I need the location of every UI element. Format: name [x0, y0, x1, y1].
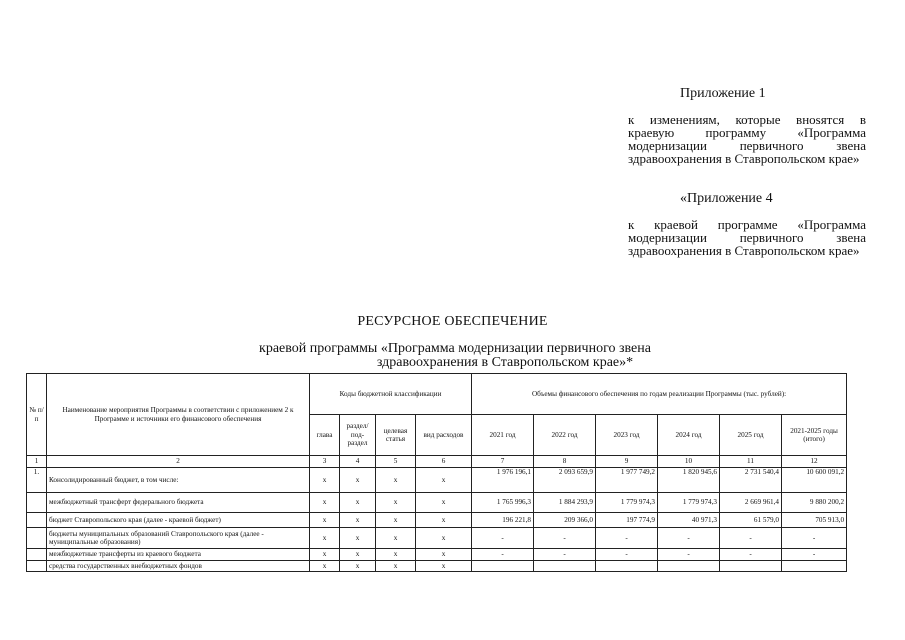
cell-razdel: x [340, 468, 376, 493]
cell-tsel: x [376, 528, 416, 549]
cell-tsel: x [376, 468, 416, 493]
cell-y2024: - [658, 528, 720, 549]
cell-vid: x [416, 549, 472, 561]
header-volumes: Объемы финансового обеспечения по годам реализации Программы (тыс. рублей): [472, 374, 847, 415]
document-subtitle [240, 342, 670, 370]
cell-y2024 [658, 561, 720, 572]
cell-y2021 [472, 561, 534, 572]
table-row [27, 528, 847, 549]
colnum: 12 [782, 456, 847, 468]
cell-y2022: 2 093 659,9 [534, 468, 596, 493]
cell-glava: x [310, 468, 340, 493]
colnum: 5 [376, 456, 416, 468]
header-y2021: 2021 год [472, 415, 534, 456]
cell-y2021: - [472, 528, 534, 549]
header-codes: Коды бюджетной классификации [310, 374, 472, 415]
header-total: 2021-2025 годы (итого) [782, 415, 847, 456]
cell-tsel: x [376, 513, 416, 528]
cell-name: Консолидированный бюджет, в том числе: [47, 468, 310, 493]
cell-y2024: - [658, 549, 720, 561]
table-row [27, 549, 847, 561]
cell-total: 9 880 200,2 [782, 493, 847, 513]
cell-razdel: x [340, 493, 376, 513]
header-num: № п/п [27, 374, 47, 456]
cell-y2023: - [596, 528, 658, 549]
cell-total: - [782, 549, 847, 561]
cell-y2025: - [720, 549, 782, 561]
appendix-4-text: к краевой программе «Программа модернизации первичного звена здравоохранения в Ставропольском крае» [628, 217, 866, 258]
cell-y2023: 1 977 749,2 [596, 468, 658, 493]
cell-glava: x [310, 493, 340, 513]
cell-y2021: 1 765 996,3 [472, 493, 534, 513]
cell-y2024: 40 971,3 [658, 513, 720, 528]
cell-y2022: - [534, 549, 596, 561]
cell-y2025: - [720, 528, 782, 549]
cell-glava: x [310, 549, 340, 561]
colnum: 8 [534, 456, 596, 468]
cell-y2023: 1 779 974,3 [596, 493, 658, 513]
cell-name: средства государственных внебюджетных фондов [47, 561, 310, 572]
cell-y2025: 2 669 961,4 [720, 493, 782, 513]
cell-num [27, 561, 47, 572]
cell-y2021: - [472, 549, 534, 561]
header-y2025: 2025 год [720, 415, 782, 456]
column-number-row [27, 456, 847, 468]
subtitle-line-2: здравоохранения в Ставропольском крае»* [376, 355, 634, 370]
cell-name: бюджеты муниципальных образований Ставропольского края (далее - муниципальные образования) [47, 528, 310, 549]
table-row [27, 513, 847, 528]
cell-y2023 [596, 561, 658, 572]
cell-vid: x [416, 513, 472, 528]
cell-total [782, 561, 847, 572]
cell-vid: x [416, 468, 472, 493]
header-vid: вид расходов [416, 415, 472, 456]
header-y2022: 2022 год [534, 415, 596, 456]
cell-tsel: x [376, 549, 416, 561]
subtitle-line-1: краевой программы «Программа модернизации первичного звена [259, 341, 651, 356]
header-glava: глава [310, 415, 340, 456]
appendix-1-heading: Приложение 1 [680, 86, 766, 101]
cell-name: межбюджетный трансферт федерального бюджета [47, 493, 310, 513]
header-y2024: 2024 год [658, 415, 720, 456]
colnum: 10 [658, 456, 720, 468]
colnum: 9 [596, 456, 658, 468]
cell-num: 1. [27, 468, 47, 493]
cell-tsel: x [376, 493, 416, 513]
cell-y2023: 197 774,9 [596, 513, 658, 528]
cell-name: бюджет Ставропольского края (далее - краевой бюджет) [47, 513, 310, 528]
cell-razdel: x [340, 561, 376, 572]
cell-y2025 [720, 561, 782, 572]
cell-vid: x [416, 561, 472, 572]
cell-total: 705 913,0 [782, 513, 847, 528]
colnum: 1 [27, 456, 47, 468]
header-name: Наименование мероприятия Программы в соответствии с приложением 2 к Программе и источники его финансового обеспечения [47, 374, 310, 456]
cell-glava: x [310, 561, 340, 572]
colnum: 7 [472, 456, 534, 468]
cell-vid: x [416, 493, 472, 513]
appendix-4-heading: «Приложение 4 [680, 191, 773, 206]
cell-razdel: x [340, 549, 376, 561]
header-tsel: целевая статья [376, 415, 416, 456]
cell-num [27, 528, 47, 549]
cell-vid: x [416, 528, 472, 549]
cell-total: - [782, 528, 847, 549]
table-row [27, 468, 847, 493]
cell-razdel: x [340, 513, 376, 528]
resource-table [26, 373, 847, 572]
cell-y2024: 1 779 974,3 [658, 493, 720, 513]
table-row [27, 561, 847, 572]
cell-y2022: - [534, 528, 596, 549]
table-row [27, 493, 847, 513]
colnum: 4 [340, 456, 376, 468]
cell-y2022: 1 884 293,9 [534, 493, 596, 513]
header-razdel: раздел/ под-раздел [340, 415, 376, 456]
cell-y2022 [534, 561, 596, 572]
cell-y2021: 196 221,8 [472, 513, 534, 528]
cell-num [27, 549, 47, 561]
cell-tsel: x [376, 561, 416, 572]
cell-num [27, 513, 47, 528]
appendix-1-text: к изменениям, которые внosятся в краевую программу «Программа модернизации первичного звена здравоохранения в Ставропольском крае» [628, 112, 866, 166]
colnum: 11 [720, 456, 782, 468]
cell-y2022: 209 366,0 [534, 513, 596, 528]
cell-y2025: 2 731 540,4 [720, 468, 782, 493]
cell-y2023: - [596, 549, 658, 561]
colnum: 3 [310, 456, 340, 468]
cell-y2021: 1 976 196,1 [472, 468, 534, 493]
table-header-row [27, 374, 847, 415]
cell-name: межбюджетные трансферты из краевого бюджета [47, 549, 310, 561]
cell-y2024: 1 820 945,6 [658, 468, 720, 493]
colnum: 2 [47, 456, 310, 468]
cell-y2025: 61 579,0 [720, 513, 782, 528]
document-title: РЕСУРСНОЕ ОБЕСПЕЧЕНИЕ [357, 314, 548, 329]
cell-total: 10 600 091,2 [782, 468, 847, 493]
cell-num [27, 493, 47, 513]
header-y2023: 2023 год [596, 415, 658, 456]
colnum: 6 [416, 456, 472, 468]
cell-glava: x [310, 513, 340, 528]
cell-glava: x [310, 528, 340, 549]
cell-razdel: x [340, 528, 376, 549]
